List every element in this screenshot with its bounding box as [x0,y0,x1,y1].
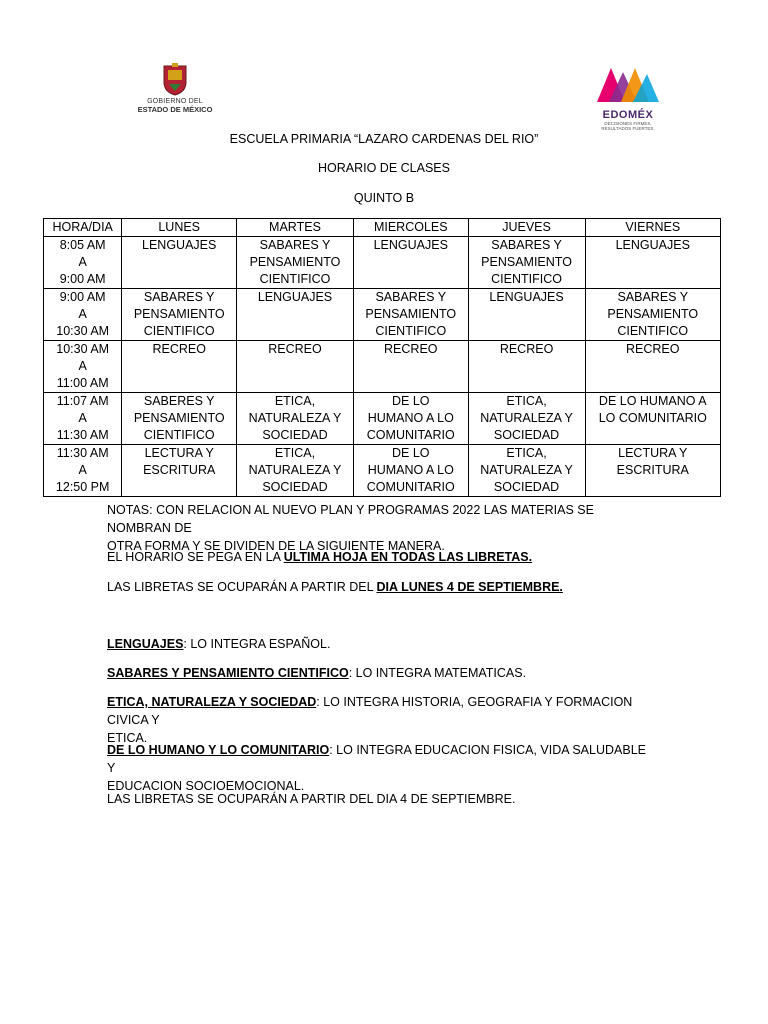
subject-line: ETICA, [274,394,316,408]
column-header: HORA/DIA [44,219,122,237]
notes-intro-line2: OTRA FORMA Y SE DIVIDEN DE LA SIGUIENTE MANERA. [107,539,445,553]
subject-line: PENSAMIENTO [133,307,225,321]
subject-line: COMUNITARIO [366,480,455,494]
subject-cell [468,341,585,393]
subject-line: RECREO [499,342,554,356]
schedule-table [43,218,721,497]
closing-note: LAS LIBRETAS SE OCUPARÁN A PARTIR DEL DIA 4 DE SEPTIEMBRE. [107,792,516,806]
subject-line: SOCIEDAD [262,480,328,494]
column-header: JUEVES [468,219,585,237]
subject-line: RECREO [384,342,438,356]
subject-cell [585,341,720,393]
subject-line: LECTURA Y [618,446,688,460]
subject-line: PENSAMIENTO [249,255,341,269]
time-line: 11:07 AM [56,394,109,408]
subject-line: HUMANO A LO [367,463,454,477]
time-cell [44,237,122,289]
notes-intro-line1: NOTAS: CON RELACION AL NUEVO PLAN Y PROGRAMAS 2022 LAS MATERIAS SE NOMBRAN DE [107,503,594,535]
subject-line: SABARES Y [259,238,331,252]
start-note-text: LAS LIBRETAS SE OCUPARÁN A PARTIR DEL [107,580,377,594]
time-cell [44,341,122,393]
definition-saberes [107,664,647,682]
column-header: LUNES [122,219,237,237]
subject-cell [122,393,237,445]
subject-cell [353,237,468,289]
time-line: 10:30 AM [56,342,110,356]
time-line: 9:00 AM [59,272,106,286]
column-header: MIERCOLES [353,219,468,237]
subject-line: CIENTIFICO [143,324,215,338]
subject-line: RECREO [152,342,206,356]
edomex-tagline-2: RESULTADOS FUERTES. [601,126,655,131]
start-note-emphasis: DIA LUNES 4 DE SEPTIEMBRE. [376,580,563,594]
subject-line: DE LO [392,446,430,460]
time-line: 11:00 AM [56,376,109,390]
definition-lenguajes [107,635,647,653]
subject-cell [122,237,237,289]
group-name: QUINTO B [353,191,415,205]
definition-term: ETICA, NATURALEZA Y SOCIEDAD [107,695,317,709]
subject-line: CIENTIFICO [259,272,331,286]
subject-line: DE LO HUMANO A [598,394,707,408]
subject-cell [353,341,468,393]
subject-line: PENSAMIENTO [133,411,225,425]
definition-term: LENGUAJES [107,637,184,651]
subject-line: ESCRITURA [143,463,216,477]
subject-line: LENGUAJES [615,238,690,252]
subject-cell [122,289,237,341]
definition-text: : LO INTEGRA ESPAÑOL. [183,637,331,651]
schedule-row [44,237,721,289]
definition-text: : LO INTEGRA MATEMATICAS. [348,666,527,680]
subject-line: RECREO [268,342,322,356]
subject-cell [237,393,354,445]
time-cell [44,445,122,497]
subject-line: PENSAMIENTO [607,307,699,321]
subject-line: NATURALEZA Y [480,463,573,477]
subject-line: LENGUAJES [257,290,333,304]
column-header: VIERNES [585,219,720,237]
time-line: 11:30 AM [56,428,109,442]
subject-line: SABARES Y [491,238,562,252]
schedule-row [44,341,721,393]
paste-note-text: EL HORARIO SE PEGA EN LA [107,550,284,564]
column-header: MARTES [237,219,354,237]
subject-cell [237,445,354,497]
start-note [107,578,647,596]
schedule-row [44,393,721,445]
subject-cell [237,237,354,289]
schedule-subtitle: HORARIO DE CLASES [318,161,450,175]
time-line: A [78,463,87,477]
subject-line: PENSAMIENTO [481,255,572,269]
subject-line: DE LO [392,394,430,408]
subject-cell [468,289,585,341]
subject-line: SABARES Y [143,290,215,304]
schedule-header-row [44,219,721,237]
subject-line: COMUNITARIO [366,428,455,442]
edomex-brand: EDOMÉX [602,109,654,121]
time-line: A [78,359,87,373]
subject-line: PENSAMIENTO [365,307,457,321]
subject-line: LENGUAJES [142,238,217,252]
subject-line: NATURALEZA Y [480,411,573,425]
coat-of-arms-icon [160,62,190,96]
subject-cell [237,289,354,341]
schedule-row [44,445,721,497]
definition-term: SABARES Y PENSAMIENTO CIENTIFICO [107,666,349,680]
subject-line: SABARES Y [375,290,447,304]
schedule-row [44,289,721,341]
school-name: ESCUELA PRIMARIA “LAZARO CARDENAS DEL RIO” [229,132,539,146]
subject-cell [353,393,468,445]
subject-line: NATURALEZA Y [248,463,342,477]
paste-note-emphasis: ULTIMA HOJA EN TODAS LAS LIBRETAS. [283,550,533,564]
subject-cell [353,445,468,497]
time-cell [44,393,122,445]
subject-line: ESCRITURA [616,463,689,477]
subject-cell [468,237,585,289]
time-line: A [78,411,87,425]
definition-etica [107,693,647,747]
definition-text: : LO INTEGRA HISTORIA, GEOGRAFIA Y FORMACION CIVICA Y [107,695,633,727]
subject-line: LECTURA Y [144,446,214,460]
time-line: A [78,255,87,269]
subject-line: NATURALEZA Y [248,411,342,425]
definition-humano [107,741,647,795]
gobierno-line2: ESTADO DE MÉXICO [137,105,213,114]
notes-intro [107,501,647,555]
subject-line: LENGUAJES [489,290,564,304]
subject-cell [122,445,237,497]
definition-text: : LO INTEGRA EDUCACION FISICA, VIDA SALUDABLE Y [107,743,646,775]
subject-line: CIENTIFICO [617,324,689,338]
gobierno-line1: GOBIERNO DEL [147,98,203,105]
subject-line: HUMANO A LO [367,411,454,425]
subject-cell [122,341,237,393]
subject-line: SOCIEDAD [493,480,560,494]
time-cell [44,289,122,341]
subject-cell [468,445,585,497]
subject-cell [353,289,468,341]
definition-continuation: EDUCACION SOCIOEMOCIONAL. [107,779,305,793]
time-line: 10:30 AM [56,324,110,338]
definition-term: DE LO HUMANO Y LO COMUNITARIO [107,743,330,757]
subject-cell [585,289,720,341]
time-line: A [78,307,87,321]
subject-line: RECREO [626,342,680,356]
subject-line: SOCIEDAD [493,428,560,442]
time-line: 12:50 PM [55,480,110,494]
subject-cell [237,341,354,393]
subject-line: ETICA, [506,446,547,460]
subject-line: CIENTIFICO [491,272,562,286]
time-line: 9:00 AM [59,290,106,304]
subject-line: SOCIEDAD [262,428,328,442]
edomex-mountains-icon [595,64,661,104]
definition-continuation: ETICA. [107,731,148,745]
subject-line: ETICA, [506,394,547,408]
time-line: 11:30 AM [56,446,109,460]
subject-line: SABARES Y [617,290,689,304]
time-line: 8:05 AM [59,238,106,252]
gobierno-logo [130,62,220,122]
subject-cell [585,445,720,497]
subject-line: SABERES Y [143,394,215,408]
subject-line: CIENTIFICO [375,324,447,338]
edomex-logo [592,64,664,131]
subject-line: LO COMUNITARIO [598,411,707,425]
subject-cell [585,237,720,289]
subject-line: CIENTIFICO [143,428,215,442]
edomex-tagline-1: DECISIONES FIRMES, [604,121,652,126]
subject-line: LENGUAJES [373,238,448,252]
paste-note [107,548,647,566]
subject-cell [468,393,585,445]
subject-line: ETICA, [274,446,316,460]
subject-cell [585,393,720,445]
